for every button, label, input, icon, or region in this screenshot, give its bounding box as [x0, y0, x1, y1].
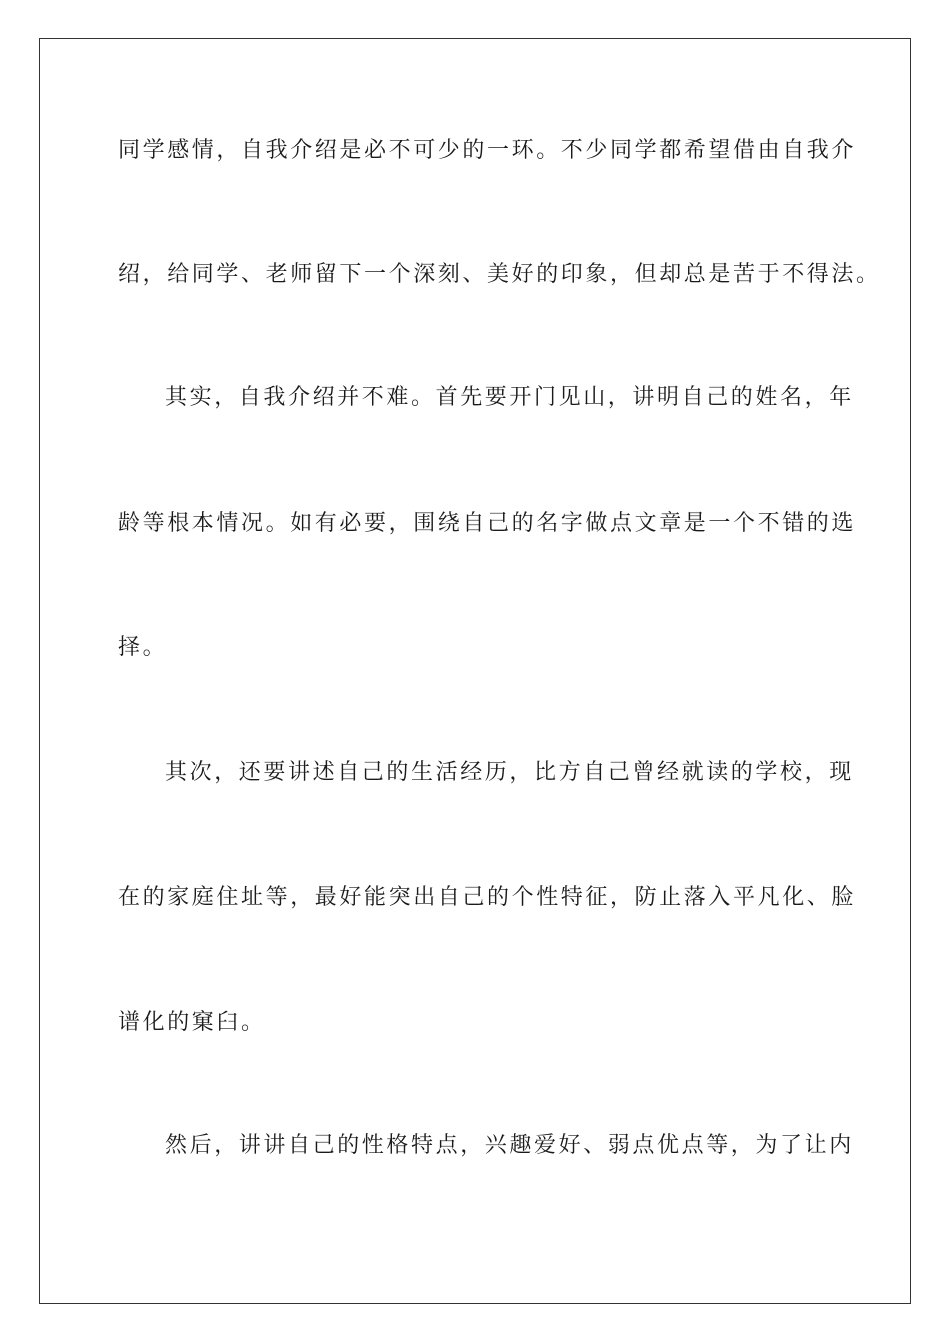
page-border [39, 38, 911, 1304]
paragraph-start-line: 然后，讲讲自己的性格特点，兴趣爱好、弱点优点等，为了让内 [165, 1133, 854, 1158]
text-line: 龄等根本情况。如有必要，围绕自己的名字做点文章是一个不错的选 [118, 511, 857, 536]
text-line: 谱化的窠臼。 [118, 1010, 266, 1035]
paragraph-start-line: 其实，自我介绍并不难。首先要开门见山，讲明自己的姓名，年 [165, 385, 854, 410]
text-line: 绍，给同学、老师留下一个深刻、美好的印象，但却总是苦于不得法。 [118, 262, 881, 287]
paragraph-start-line: 其次，还要讲述自己的生活经历，比方自己曾经就读的学校，现 [165, 760, 854, 785]
text-line: 同学感情，自我介绍是必不可少的一环。不少同学都希望借由自我介 [118, 138, 857, 163]
text-line: 在的家庭住址等，最好能突出自己的个性特征，防止落入平凡化、脸 [118, 885, 857, 910]
text-line: 择。 [118, 635, 168, 660]
